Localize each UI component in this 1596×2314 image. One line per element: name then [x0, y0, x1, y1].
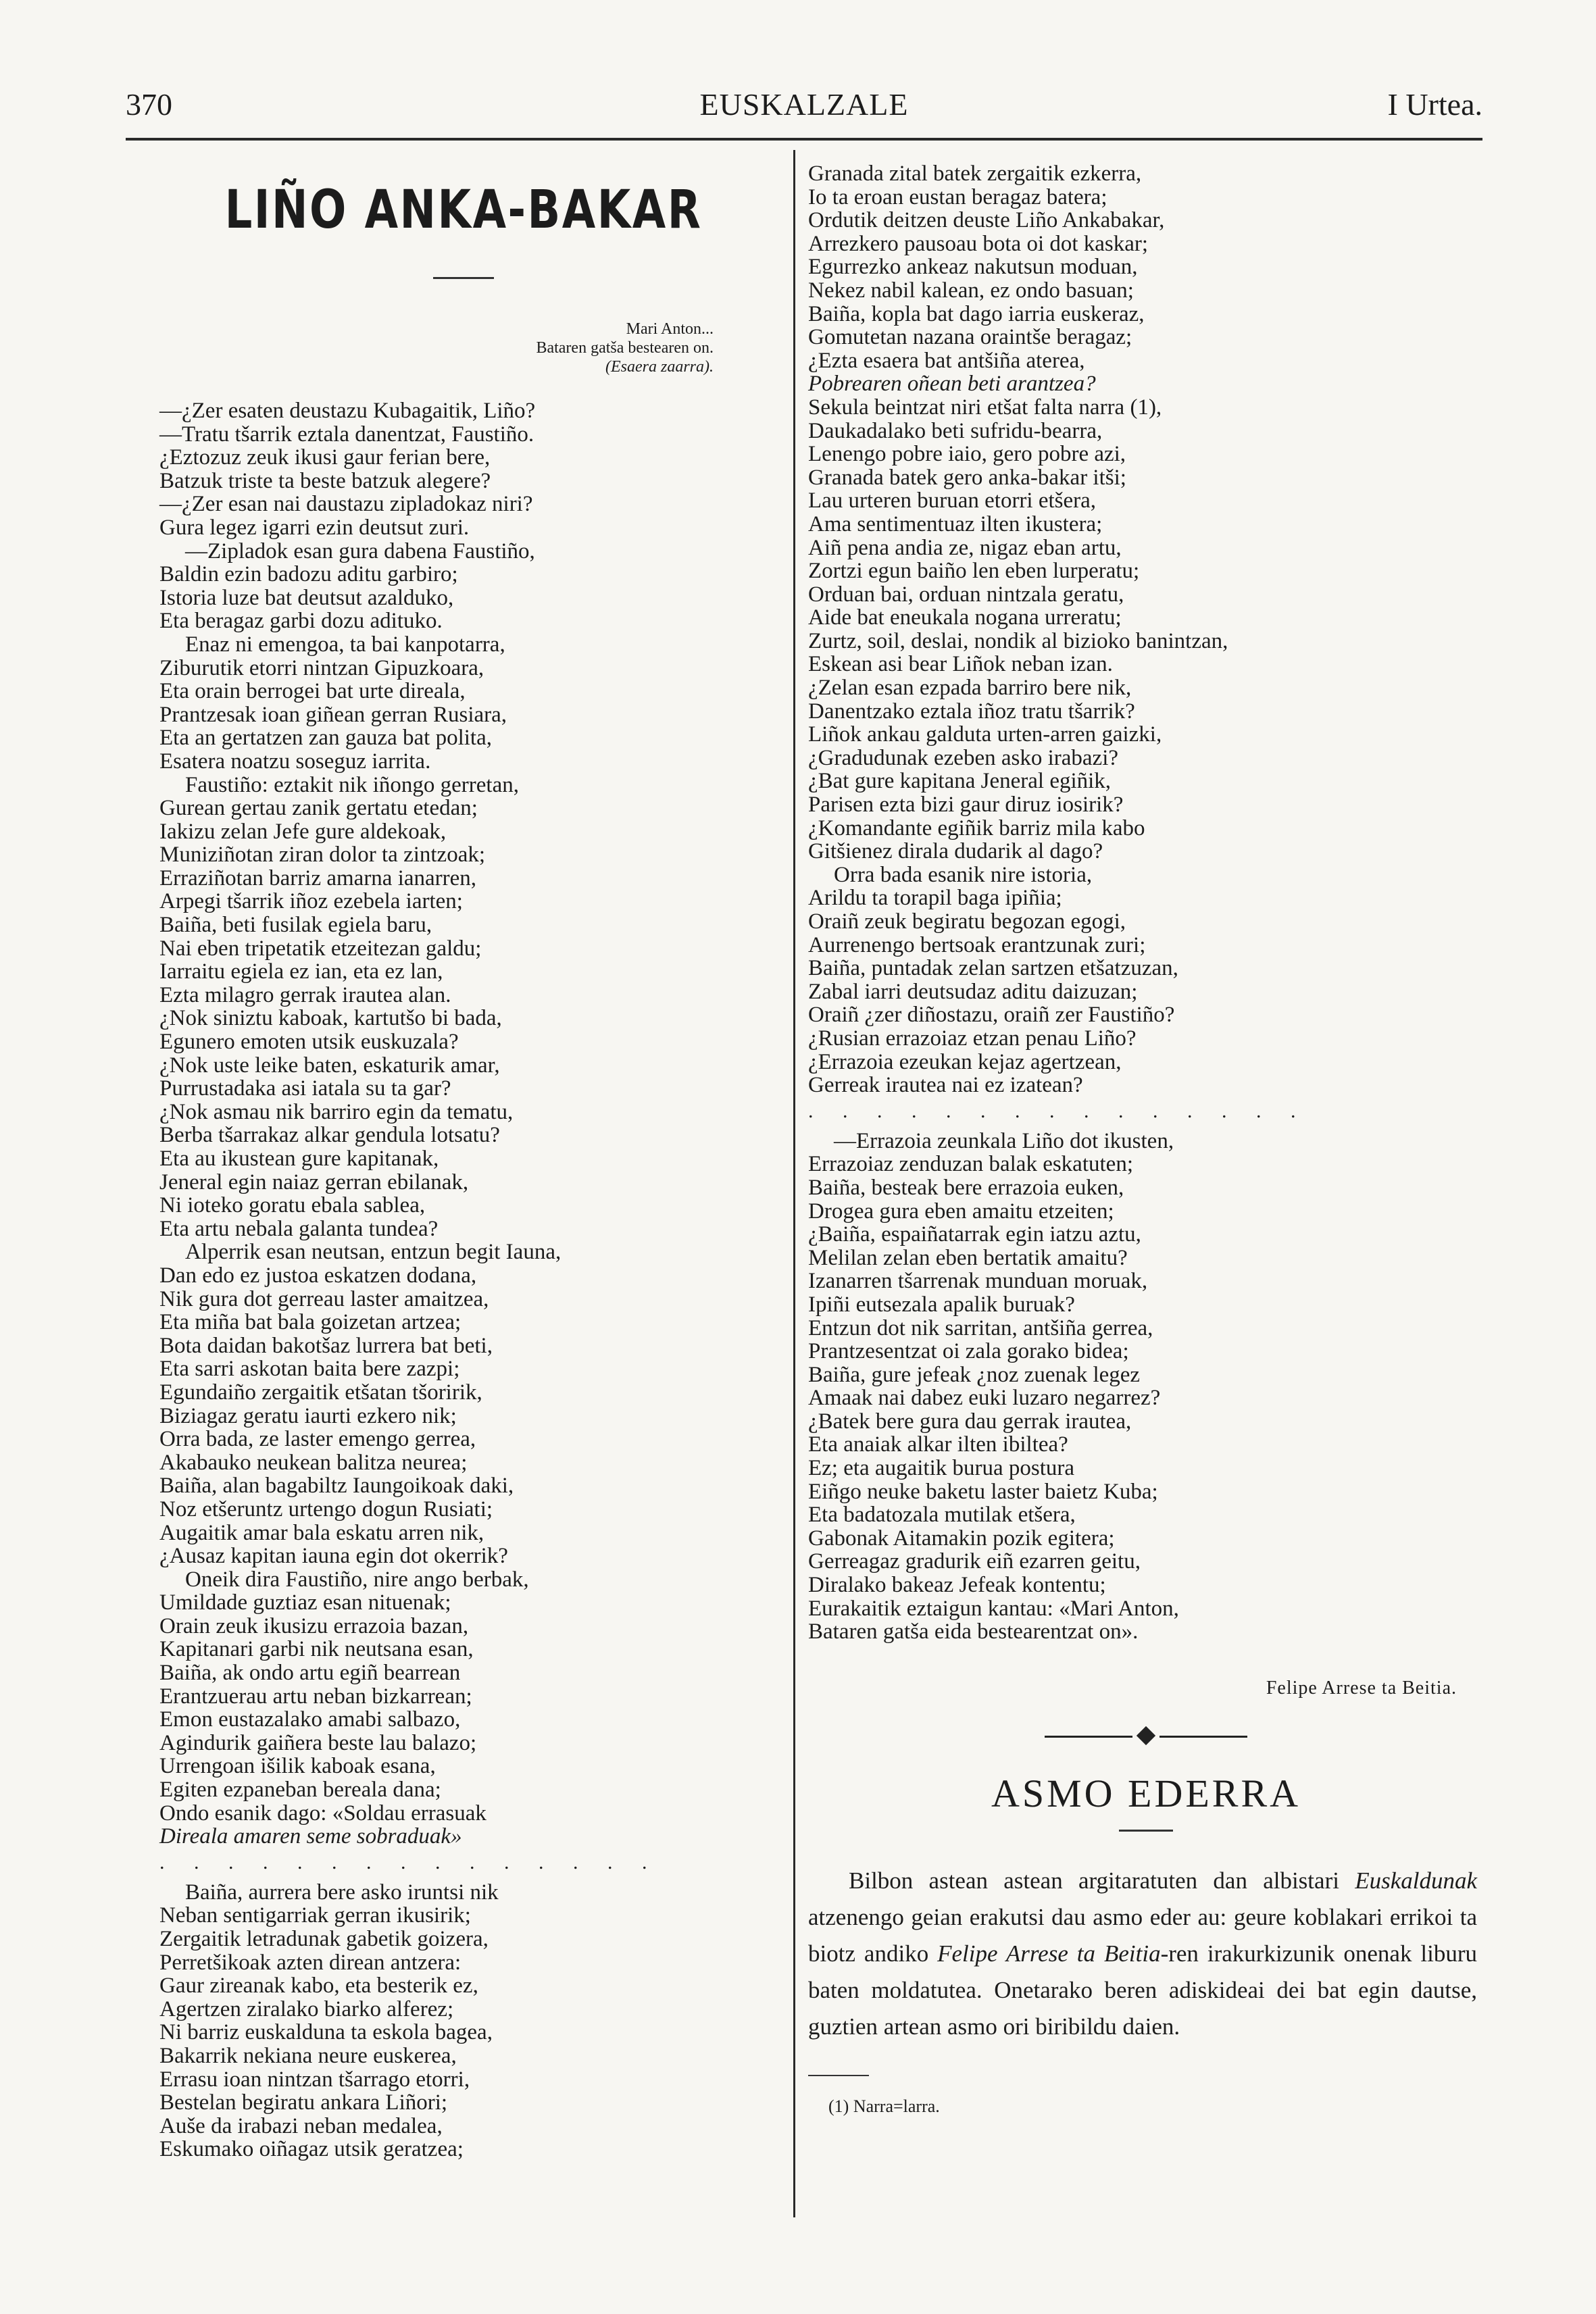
verse-line: Akabauko neukean balitza neurea;	[159, 1450, 468, 1475]
verse-line: Ipiñi eutsezala apalik buruak?	[808, 1292, 1075, 1317]
title-rule	[433, 277, 494, 279]
verse-line: Egiten ezpaneban bereala dana;	[159, 1778, 441, 1803]
verse-line: Ni barriz euskalduna ta eskola bagea,	[159, 2020, 493, 2045]
verse-line: Oraiñ ¿zer diñostazu, oraiñ zer Faustiño?	[808, 1003, 1175, 1028]
verse-line: —Tratu tšarrik eztala danentzat, Faustiño.	[159, 422, 534, 447]
footnote-rule	[808, 2075, 869, 2076]
verse-line: Nekez nabil kalean, ez ondo basuan;	[808, 278, 1134, 303]
verse-line: Diralako bakeaz Jefeak kontentu;	[808, 1573, 1106, 1598]
verse-block-right-1	[808, 162, 1484, 1097]
verse-line: Iakizu zelan Jefe gure aldekoak,	[159, 819, 447, 844]
verse-line: Melilan zelan eben bertatik amaitu?	[808, 1245, 1128, 1270]
verse-line: Ni ioteko goratu ebala sablea,	[159, 1193, 426, 1218]
verse-block-left-2	[159, 1881, 768, 2161]
verse-line: Eiñgo neuke baketu laster baietz Kuba;	[808, 1479, 1158, 1504]
verse-line: Gurean gertau zanik gertatu etedan;	[159, 796, 478, 821]
verse-line: Orain zeuk ikusizu errazoia bazan,	[159, 1613, 469, 1638]
verse-line: Kapitanari garbi nik neutsana esan,	[159, 1637, 474, 1662]
verse-line: Izanarren tšarrenak munduan moruak,	[808, 1269, 1148, 1294]
verse-line: Oraiñ zeuk begiratu begozan egogi,	[808, 909, 1126, 934]
verse-line: ¿Zelan esan ezpada barriro bere nik,	[808, 676, 1132, 701]
verse-line: Amaak nai dabez euki luzaro negarrez?	[808, 1386, 1161, 1411]
verse-line: Eta an gertatzen zan gauza bat polita,	[159, 726, 492, 751]
verse-line: Io ta eroan eustan beragaz batera;	[808, 184, 1107, 209]
verse-line: Liñok ankau galduta urten-arren gaizki,	[808, 722, 1162, 747]
verse-line: Eta badatozala mutilak etšera,	[808, 1503, 1076, 1528]
verse-line: ¿Errazoia ezeukan kejaz agertzean,	[808, 1049, 1122, 1074]
verse-line: Zergaitik letradunak gabetik goizera,	[159, 1927, 489, 1951]
verse-line: Emon eustazalako amabi salbazo,	[159, 1707, 461, 1732]
poem-dedication	[159, 320, 714, 376]
title-rule	[1119, 1830, 1173, 1832]
ellipsis-dots: . . . . . . . . . . . . . . .	[808, 1099, 1308, 1122]
verse-line: Zortzi egun baiño len eben lurperatu;	[808, 559, 1140, 584]
verse-line: Granada zital batek zergaitik ezkerra,	[808, 161, 1142, 186]
verse-line: Baiña, ak ondo artu egiñ bearrean	[159, 1661, 461, 1686]
left-column	[159, 162, 768, 2161]
verse-line: Lenengo pobre iaio, gero pobre azi,	[808, 442, 1126, 467]
dedication-line: (Esaera zaarra).	[605, 358, 714, 376]
verse-line: Baiña, beti fusilak egiela baru,	[159, 913, 432, 938]
verse-line: Orduan bai, orduan nintzala geratu,	[808, 582, 1124, 607]
right-column	[808, 162, 1484, 2117]
verse-line: Daukadalako beti sufridu-bearra,	[808, 418, 1103, 443]
poem-title: LIÑO ANKA-BAKAR	[224, 180, 703, 241]
verse-line: Ama sentimentuaz ilten ikustera;	[808, 511, 1103, 536]
verse-line: ¿Ezta esaera bat antšiña aterea,	[808, 348, 1085, 373]
verse-line: Egundaiño zergaitik etšatan tšoririk,	[159, 1380, 482, 1405]
verse-line: Sekula beintzat niri etšat falta narra (1),	[808, 395, 1162, 420]
verse-line: Bestelan begiratu ankara Liñori;	[159, 2090, 448, 2115]
verse-line: Eta orain berrogei bat urte direala,	[159, 679, 466, 704]
verse-line: Aiñ pena andia ze, nigaz eban artu,	[808, 535, 1122, 560]
verse-line: Dan edo ez justoa eskatzen dodana,	[159, 1263, 477, 1288]
verse-line: ¿Eztozuz zeuk ikusi gaur ferian bere,	[159, 445, 491, 470]
verse-line: Bota daidan bakotšaz lurrera bat beti,	[159, 1333, 493, 1358]
verse-line: Ziburutik etorri nintzan Gipuzkoara,	[159, 655, 484, 680]
verse-line: Noz etšeruntz urtengo dogun Rusiati;	[159, 1496, 493, 1521]
article-title: ASMO EDERRA	[991, 1771, 1301, 1815]
verse-line: Zabal iarri deutsudaz aditu daizuzan;	[808, 979, 1138, 1004]
verse-line: Baldin ezin badozu aditu garbiro;	[159, 562, 458, 587]
verse-line: Gerreagaz gradurik eiñ ezarren geitu,	[808, 1549, 1141, 1574]
verse-line: Gura legez igarri ezin deutsut zuri.	[159, 515, 470, 540]
verse-line: Batzuk triste ta beste batzuk alegere?	[159, 468, 491, 493]
verse-line: Baiña, alan bagabiltz Iaungoikoak daki,	[159, 1474, 514, 1499]
verse-line: Agindurik gaiñera beste lau balazo;	[159, 1730, 477, 1755]
column-divider	[793, 150, 795, 2217]
header-rule	[126, 138, 1482, 141]
verse-line: Eta anaiak alkar ilten ibiltea?	[808, 1432, 1068, 1457]
verse-line: Auše da irabazi neban medalea,	[159, 2113, 443, 2138]
verse-line: Purrustadaka asi iatala su ta gar?	[159, 1076, 451, 1101]
verse-line: —¿Zer esan nai daustazu zipladokaz niri?	[159, 492, 533, 517]
author-signature: Felipe Arrese ta Beitia.	[1266, 1677, 1457, 1699]
volume-year: I Urtea.	[1387, 87, 1482, 122]
verse-line: Baiña, aurrera bere asko iruntsi nik	[185, 1880, 499, 1905]
body-text: -ren irakurkizunik onenak liburu baten moldatutea. Onetarako beren adiskideai dei bat egin dautse, guztien artean asmo ori biribildu daien.	[808, 1940, 1477, 2040]
verse-line: Danentzako eztala iñoz tratu tšarrik?	[808, 699, 1135, 724]
verse-line: Jeneral egin naiaz gerran ebilanak,	[159, 1169, 469, 1194]
verse-line: Urrengoan išilik kaboak esana,	[159, 1754, 436, 1779]
verse-line: Direala amaren seme sobraduak»	[159, 1824, 462, 1849]
ornament-line	[1159, 1736, 1247, 1738]
verse-line: ¿Bat gure kapitana Jeneral egiñik,	[808, 769, 1112, 794]
verse-line: Agertzen ziralako biarko alferez;	[159, 1996, 454, 2021]
body-text: atzenengo geian erakutsi dau asmo eder au: geure koblakari errikoi ta biotz andiko	[808, 1903, 1477, 1967]
verse-line: —Errazoia zeunkala Liño dot ikusten,	[834, 1128, 1174, 1153]
verse-line: Faustiño: eztakit nik iñongo gerretan,	[185, 772, 519, 797]
verse-line: Granada batek gero anka-bakar itši;	[808, 465, 1126, 490]
verse-line: ¿Baiña, espaiñatarrak egin iatzu aztu,	[808, 1222, 1141, 1247]
ornament-line	[1045, 1736, 1132, 1738]
verse-line: Pobrearen oñean beti arantzea?	[808, 372, 1096, 397]
verse-line: ¿Rusian errazoiaz etzan penau Liño?	[808, 1026, 1137, 1051]
verse-line: Gaur zireanak kabo, eta besterik ez,	[159, 1973, 478, 1998]
verse-line: Orra bada esanik nire istoria,	[834, 862, 1093, 887]
verse-block-left-1	[159, 399, 768, 1848]
verse-line: Enaz ni emengoa, ta bai kanpotarra,	[185, 632, 505, 657]
verse-line: Eskumako oiñagaz utsik geratzea;	[159, 2137, 464, 2162]
verse-line: Eta sarri askotan baita bere zazpi;	[159, 1357, 460, 1382]
section-ornament	[1045, 1726, 1247, 1746]
verse-line: Nai eben tripetatik etzeitezan galdu;	[159, 936, 482, 961]
verse-line: —Zipladok esan gura dabena Faustiño,	[185, 538, 535, 563]
verse-line: ¿Ausaz kapitan iauna egin dot okerrik?	[159, 1544, 508, 1569]
verse-line: Neban sentigarriak gerran ikusirik;	[159, 1903, 471, 1928]
verse-line: Ondo esanik dago: «Soldau errasuak	[159, 1801, 487, 1826]
verse-line: Ordutik deitzen deuste Liño Ankabakar,	[808, 208, 1165, 233]
verse-line: Aide bat eneukala nogana urreratu;	[808, 605, 1122, 630]
diamond-ornament-icon	[1137, 1726, 1155, 1745]
dedication-line: Bataren gatša bestearen on.	[536, 339, 714, 357]
verse-line: Berba tšarrakaz alkar gendula lotsatu?	[159, 1123, 500, 1148]
author-name: Felipe Arrese ta Beitia	[937, 1940, 1161, 1967]
verse-line: Eskean asi bear Liñok neban izan.	[808, 652, 1113, 677]
journal-title: EUSKALZALE	[699, 87, 909, 122]
verse-line: Bakarrik nekiana neure euskerea,	[159, 2043, 457, 2068]
verse-line: Errazoiaz zenduzan balak eskatuten;	[808, 1152, 1133, 1177]
running-header	[126, 86, 1482, 127]
verse-line: Umildade guztiaz esan nituenak;	[159, 1590, 451, 1615]
verse-line: Arildu ta torapil baga ipiñia;	[808, 886, 1062, 911]
verse-line: Eta au ikustean gure kapitanak,	[159, 1147, 439, 1171]
verse-line: Eta beragaz garbi dozu adituko.	[159, 609, 443, 634]
verse-line: Baiña, kopla bat dago iarria euskeraz,	[808, 301, 1145, 326]
body-text: Bilbon astean astean argitaratuten dan albistari	[849, 1867, 1355, 1894]
footnote: (1) Narra=larra.	[828, 2096, 940, 2116]
verse-line: Perretšikoak azten direan antzera:	[159, 1950, 462, 1975]
verse-line: Baiña, besteak bere errazoia euken,	[808, 1175, 1124, 1200]
page-number: 370	[126, 87, 172, 122]
periodical-name: Euskaldunak	[1355, 1867, 1477, 1894]
verse-line: Bataren gatša eida bestearentzat on».	[808, 1619, 1139, 1644]
verse-line: Entzun dot nik sarritan, antšiña gerrea,	[808, 1315, 1153, 1340]
verse-line: Istoria luze bat deutsut azalduko,	[159, 585, 454, 610]
verse-line: Erantzuerau artu neban bizkarrean;	[159, 1684, 472, 1709]
verse-line: —¿Zer esaten deustazu Kubagaitik, Liño?	[159, 399, 536, 423]
verse-line: Esatera noatzu soseguz iarrita.	[159, 749, 431, 774]
verse-block-right-2	[808, 1130, 1484, 1644]
verse-line: Parisen ezta bizi gaur diruz iosirik?	[808, 793, 1124, 818]
verse-line: Oneik dira Faustiño, nire ango berbak,	[185, 1567, 529, 1592]
verse-line: Eurakaitik eztaigun kantau: «Mari Anton,	[808, 1596, 1179, 1621]
verse-line: Gerreak irautea nai ez izatean?	[808, 1073, 1083, 1098]
verse-line: Gabonak Aitamakin pozik egitera;	[808, 1526, 1115, 1551]
verse-line: Gomutetan nazana oraintše beragaz;	[808, 325, 1132, 350]
verse-line: Ez; eta augaitik burua postura	[808, 1456, 1075, 1481]
verse-line: Ezta milagro gerrak irautea alan.	[159, 982, 451, 1007]
verse-line: Prantzesak ioan giñean gerran Rusiara,	[159, 702, 507, 727]
verse-line: Baiña, gure jefeak ¿noz zuenak legez	[808, 1362, 1141, 1387]
verse-line: ¿Nok uste leike baten, eskaturik amar,	[159, 1053, 500, 1078]
verse-line: Augaitik amar bala eskatu arren nik,	[159, 1520, 484, 1545]
verse-line: Iarraitu egiela ez ian, eta ez lan,	[159, 959, 443, 984]
verse-line: Errasu ioan nintzan tšarrago etorri,	[159, 2067, 470, 2092]
verse-line: ¿Batek bere gura dau gerrak irautea,	[808, 1409, 1132, 1434]
verse-line: Prantzesentzat oi zala gorako bidea;	[808, 1339, 1129, 1364]
verse-line: Eta miña bat bala goizetan artzea;	[159, 1310, 462, 1335]
verse-line: ¿Nok siniztu kaboak, kartutšo bi bada,	[159, 1006, 502, 1031]
article-body	[808, 1863, 1477, 2045]
dedication-line: Mari Anton...	[626, 320, 714, 338]
verse-line: Aurrenengo bertsoak erantzunak zuri;	[808, 932, 1146, 957]
verse-line: Orra bada, ze laster emengo gerrea,	[159, 1427, 476, 1452]
verse-line: Eta artu nebala galanta tundea?	[159, 1216, 439, 1241]
verse-line: ¿Nok asmau nik barriro egin da tematu,	[159, 1099, 514, 1124]
verse-line: Arpegi tšarrik iñoz ezebela iarten;	[159, 889, 463, 914]
verse-line: Arrezkero pausoau bota oi dot kaskar;	[808, 231, 1149, 256]
verse-line: Gitšienez dirala dudarik al dago?	[808, 839, 1103, 864]
verse-line: Zurtz, soil, deslai, nondik al bizioko banintzan,	[808, 628, 1228, 653]
verse-line: Egurrezko ankeaz nakutsun moduan,	[808, 255, 1138, 280]
verse-line: Erraziñotan barriz amarna ianarren,	[159, 865, 477, 890]
verse-line: Biziagaz geratu iaurti ezkero nik;	[159, 1403, 457, 1428]
verse-line: ¿Komandante egiñik barriz mila kabo	[808, 815, 1145, 840]
verse-line: Muniziñotan ziran dolor ta zintzoak;	[159, 842, 486, 867]
verse-line: Lau urteren buruan etorri etšera,	[808, 488, 1097, 513]
verse-line: Alperrik esan neutsan, entzun begit Iauna,	[185, 1240, 562, 1265]
verse-line: ¿Gradudunak ezeben asko irabazi?	[808, 745, 1119, 770]
verse-line: Drogea gura eben amaitu etzeiten;	[808, 1199, 1114, 1224]
ellipsis-dots: . . . . . . . . . . . . . . .	[159, 1851, 659, 1873]
verse-line: Nik gura dot gerreau laster amaitzea,	[159, 1286, 489, 1311]
verse-line: Baiña, puntadak zelan sartzen etšatzuzan,	[808, 956, 1178, 981]
verse-line: Egunero emoten utsik euskuzala?	[159, 1030, 459, 1055]
